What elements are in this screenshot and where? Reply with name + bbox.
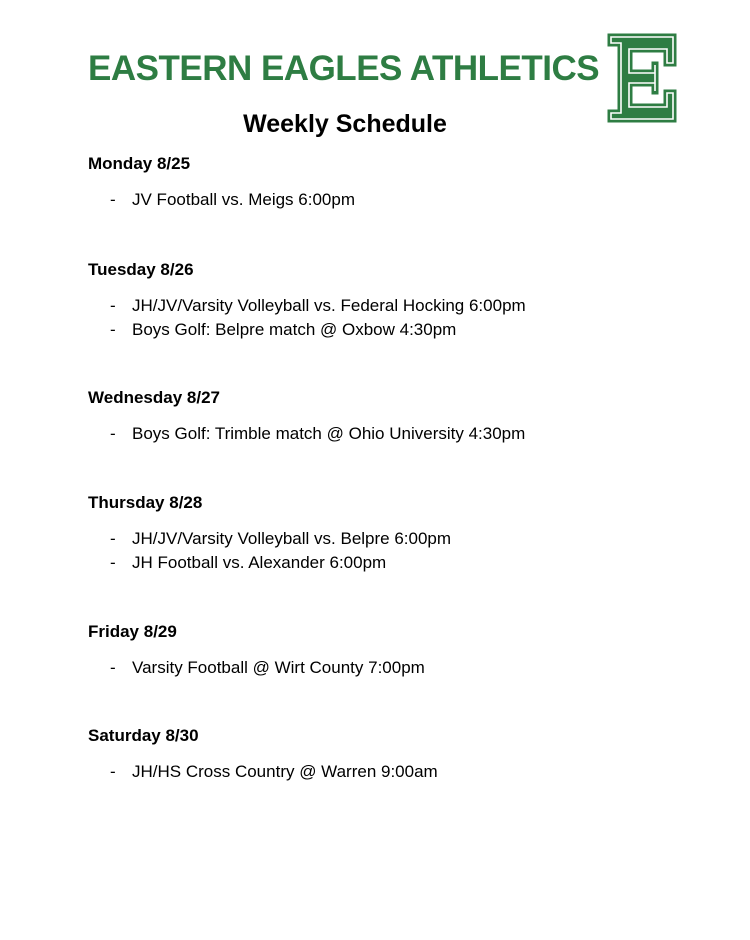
event-text: JH/HS Cross Country @ Warren 9:00am <box>132 762 438 781</box>
event-list <box>88 422 708 446</box>
weekly-schedule-heading: Weekly Schedule <box>243 110 447 138</box>
day-section-thursday <box>88 492 708 575</box>
day-label: Monday 8/25 <box>88 154 191 173</box>
event-list <box>88 527 708 575</box>
dash-bullet: - <box>110 296 116 315</box>
day-section-monday <box>88 153 708 212</box>
day-section-saturday <box>88 725 708 784</box>
event-list <box>88 188 708 212</box>
event-item <box>88 527 708 551</box>
event-text: JH/JV/Varsity Volleyball vs. Belpre 6:00pm <box>132 529 452 548</box>
dash-bullet: - <box>110 762 116 781</box>
event-list <box>88 656 708 680</box>
day-label: Wednesday 8/27 <box>88 388 220 407</box>
event-text: JH Football vs. Alexander 6:00pm <box>132 553 387 572</box>
event-item <box>88 551 708 575</box>
dash-bullet: - <box>110 553 116 572</box>
day-label: Saturday 8/30 <box>88 726 199 745</box>
dash-bullet: - <box>110 529 116 548</box>
event-text: JV Football vs. Meigs 6:00pm <box>132 190 355 209</box>
day-section-wednesday <box>88 387 708 446</box>
event-item <box>88 318 708 342</box>
event-list <box>88 760 708 784</box>
event-item <box>88 422 708 446</box>
event-item <box>88 188 708 212</box>
day-section-friday <box>88 621 708 680</box>
dash-bullet: - <box>110 424 116 443</box>
event-text: Boys Golf: Belpre match @ Oxbow 4:30pm <box>132 320 457 339</box>
event-item <box>88 656 708 680</box>
day-section-tuesday <box>88 259 708 342</box>
event-list <box>88 294 708 342</box>
dash-bullet: - <box>110 320 116 339</box>
day-label: Thursday 8/28 <box>88 493 203 512</box>
event-text: JH/JV/Varsity Volleyball vs. Federal Hocking 6:00pm <box>132 296 526 315</box>
day-label: Friday 8/29 <box>88 622 177 641</box>
event-text: Boys Golf: Trimble match @ Ohio University 4:30pm <box>132 424 526 443</box>
event-item <box>88 760 708 784</box>
org-title: EASTERN EAGLES ATHLETICS <box>88 49 600 88</box>
day-label: Tuesday 8/26 <box>88 260 194 279</box>
dash-bullet: - <box>110 658 116 677</box>
event-text: Varsity Football @ Wirt County 7:00pm <box>132 658 425 677</box>
dash-bullet: - <box>110 190 116 209</box>
event-item <box>88 294 708 318</box>
